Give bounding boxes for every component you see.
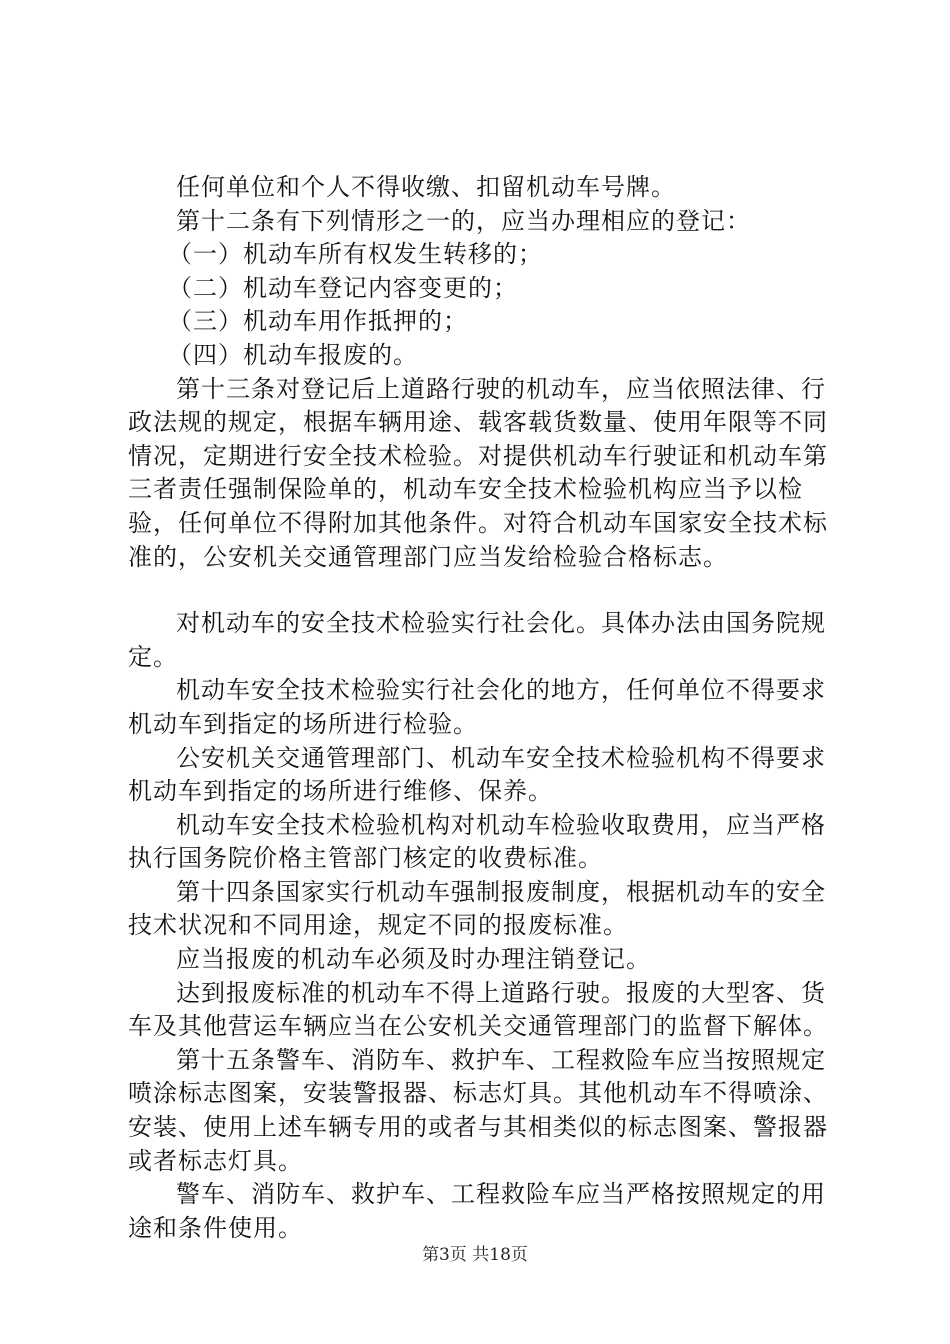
paragraph: 警车、消防车、救护车、工程救险车应当严格按照规定的用途和条件使用。: [128, 1180, 826, 1242]
list-item: （一）机动车所有权发生转移的；: [168, 240, 543, 269]
paragraph: 第十四条国家实行机动车强制报废制度，根据机动车的安全技术状况和不同用途，规定不同的报废标准。: [128, 877, 826, 940]
list-item: （三）机动车用作抵押的；: [168, 307, 468, 336]
paragraph: 第十五条警车、消防车、救护车、工程救险车应当按照规定喷涂标志图案，安装警报器、标志灯具。其他机动车不得喷涂、安装、使用上述车辆专用的或者与其相类似的标志图案、警报器或者标志灯具。: [128, 1045, 828, 1175]
paragraph-gap: [128, 574, 840, 607]
list-item: （四）机动车报废的。: [168, 340, 418, 369]
paragraph: 应当报废的机动车必须及时办理注销登记。: [176, 945, 651, 974]
paragraph: 机动车安全技术检验实行社会化的地方，任何单位不得要求机动车到指定的场所进行检验。: [128, 676, 826, 738]
page-number-footer: 第3页 共18页: [422, 1245, 528, 1265]
paragraph: 公安机关交通管理部门、机动车安全技术检验机构不得要求机动车到指定的场所进行维修、保养。: [128, 743, 826, 806]
document-body: [128, 171, 840, 1245]
list-item: （二）机动车登记内容变更的；: [168, 273, 518, 302]
paragraph: 对机动车的安全技术检验实行社会化。具体办法由国务院规定。: [128, 609, 826, 671]
paragraph: 机动车安全技术检验机构对机动车检验收取费用，应当严格执行国务院价格主管部门核定的收费标准。: [128, 810, 826, 873]
paragraph: 第十三条对登记后上道路行驶的机动车，应当依照法律、行政法规的规定，根据车辆用途、载客载货数量、使用年限等不同情况，定期进行安全技术检验。对提供机动车行驶证和机动车第三者责任强制保险单的，机动车安全技术检验机构应当予以检验，任何单位不得附加其他条件。对符合机动车国家安全技术标准的，公安机关交通管理部门应当发给检验合格标志。: [128, 374, 828, 571]
paragraph: 达到报废标准的机动车不得上道路行驶。报废的大型客、货车及其他营运车辆应当在公安机关交通管理部门的监督下解体。: [128, 978, 828, 1041]
paragraph: 第十二条有下列情形之一的，应当办理相应的登记：: [176, 206, 751, 235]
paragraph: 任何单位和个人不得收缴、扣留机动车号牌。: [176, 173, 676, 201]
